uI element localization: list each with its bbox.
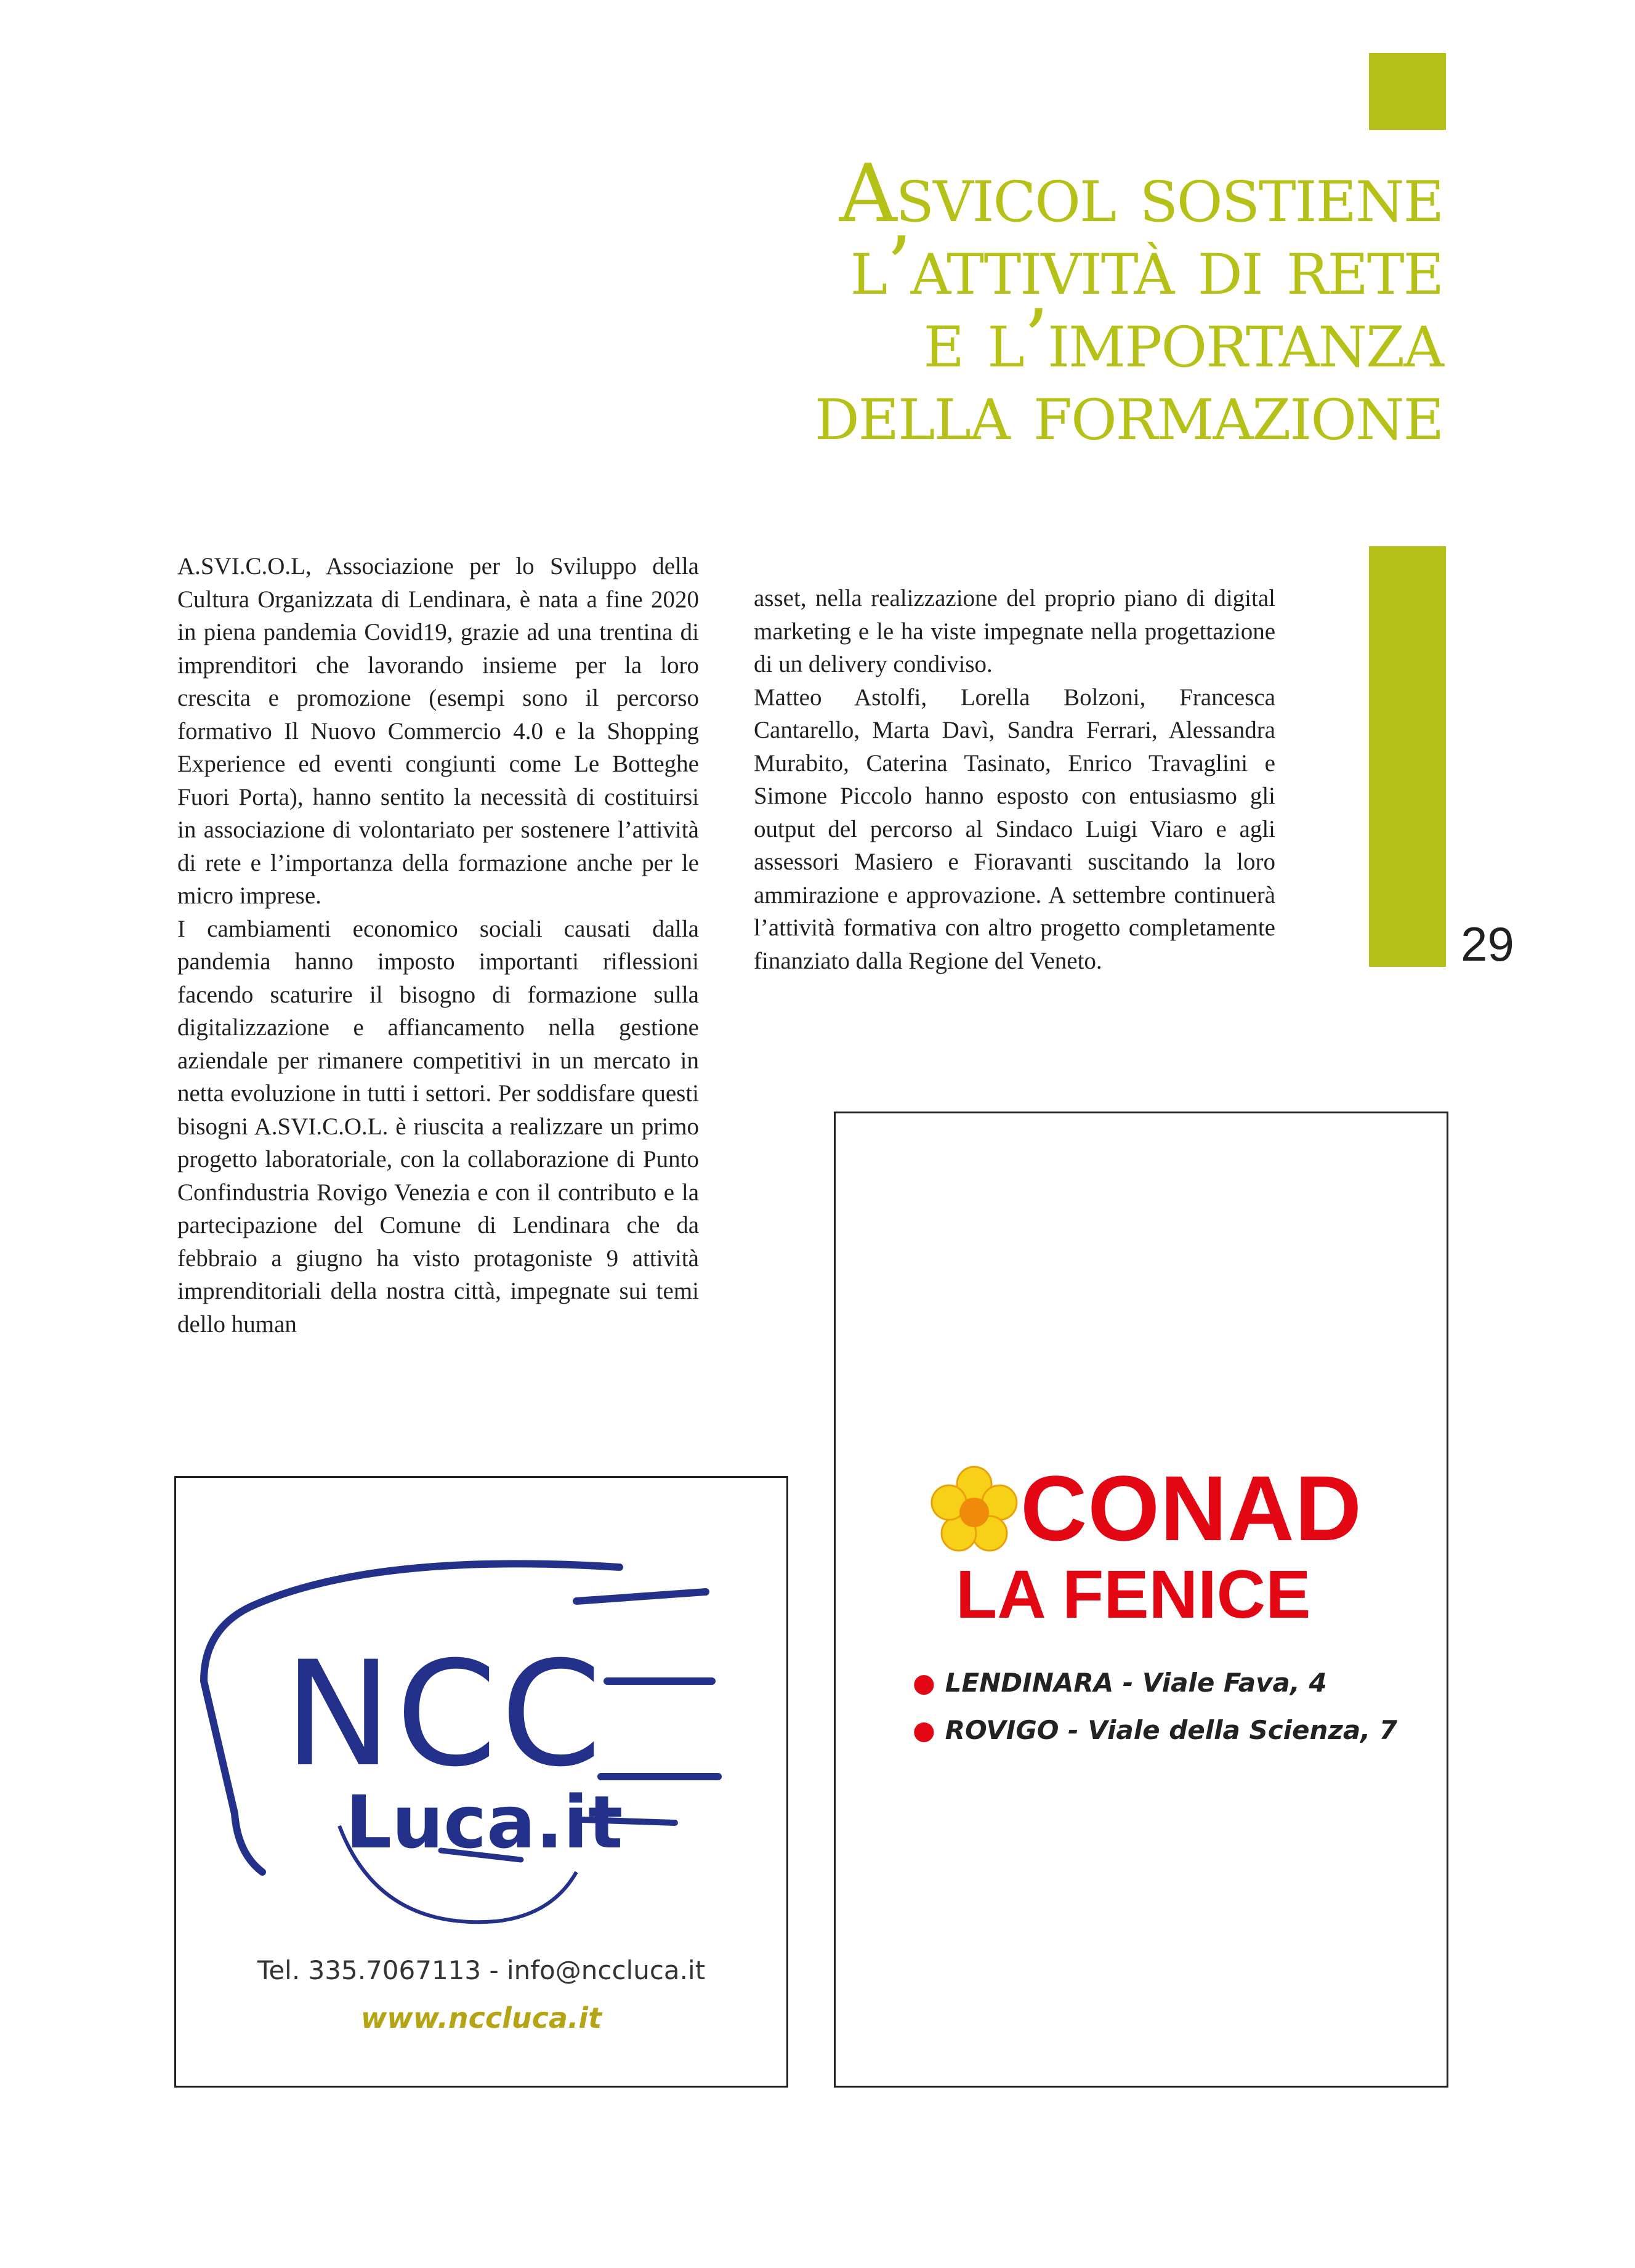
- ncc-logo-sub: Luca.it: [345, 1780, 623, 1865]
- conad-la-fenice-advertisement: [834, 1112, 1448, 2088]
- conad-location: ● LENDINARA - Viale Fava, 4: [913, 1668, 1327, 1698]
- title-line: l’attività di rete: [850, 219, 1443, 313]
- conad-store-name: LA FENICE: [956, 1557, 1311, 1632]
- accent-block-top: [1369, 53, 1446, 130]
- ncc-luca-advertisement: [174, 1476, 788, 2088]
- accent-bar-side: [1369, 546, 1446, 967]
- bullet-icon: ●: [913, 1668, 935, 1698]
- article-title: [581, 147, 1443, 458]
- paragraph: I cambiamenti economico sociali causati dalla pandemia hanno imposto importanti riflessioni facendo scaturire il bisogno di formazione sulla digitalizzazione e affiancamento nella gestione aziendale per rimanere competitivi in un mercato in netta evoluzione in tutti i settori. Per soddisfare questi bisogni A.SVI.C.O.L. è riuscita a realizzare un primo progetto laboratoriale, con la collaborazione di Punto Confindustria Rovigo Venezia e con il contributo e la partecipazione del Comune di Lendinara che da febbraio a giugno ha visto protagoniste 9 attività imprenditoriali della nostra città, impegnate sui temi dello human: [177, 915, 699, 1338]
- conad-brand: CONAD: [1020, 1456, 1362, 1560]
- flower-logo-icon: [928, 1464, 1020, 1557]
- ncc-website: www.nccluca.it: [360, 2001, 602, 2035]
- conad-location: ● ROVIGO - Viale della Scienza, 7: [913, 1715, 1398, 1745]
- title-line: della formazione: [814, 365, 1443, 458]
- title-line: e l’importanza: [923, 292, 1443, 385]
- bullet-icon: ●: [913, 1715, 935, 1745]
- paragraph: Matteo Astolfi, Lorella Bolzoni, Francesca Cantarello, Marta Davì, Sandra Ferrari, Alessandra Murabito, Caterina Tasinato, Enrico Travaglini e Simone Piccolo hanno esposto con entusiasmo gli output del percorso al Sindaco Luigi Viaro e agli assessori Masiero e Fioravanti suscitando la loro ammirazione e approvazione. A settembre continuerà l’attività formativa con altro progetto completamente finanziato dalla Regione del Veneto.: [754, 684, 1275, 974]
- ncc-logo-main: NCC: [284, 1631, 605, 1799]
- speed-line: [576, 1592, 706, 1601]
- title-line: Asvicol sostiene: [839, 147, 1443, 240]
- paragraph: asset, nella realizzazione del proprio piano di digital marketing e le ha viste impegnate nella progettazione di un delivery condiviso.: [754, 585, 1275, 677]
- ncc-contact: Tel. 335.7067113 - info@nccluca.it: [257, 1955, 706, 1985]
- ncc-logo: [176, 1478, 786, 2086]
- page-number: 29: [1461, 917, 1514, 971]
- article-column-1: [177, 550, 699, 1341]
- article-column-2: [754, 582, 1275, 977]
- paragraph: A.SVI.C.O.L, Associazione per lo Sviluppo della Cultura Organizzata di Lendinara, è nata a fine 2020 in piena pandemia Covid19, grazie ad una trentina di imprenditori che lavorando insieme per la loro crescita e promozione (esempi sono il percorso formativo Il Nuovo Commercio 4.0 e la Shopping Experience ed eventi congiunti come Le Botteghe Fuori Porta), hanno sentito la necessità di costituirsi in associazione di volontariato per sostenere l’attività di rete e l’importanza della formazione anche per le micro imprese.: [177, 553, 699, 909]
